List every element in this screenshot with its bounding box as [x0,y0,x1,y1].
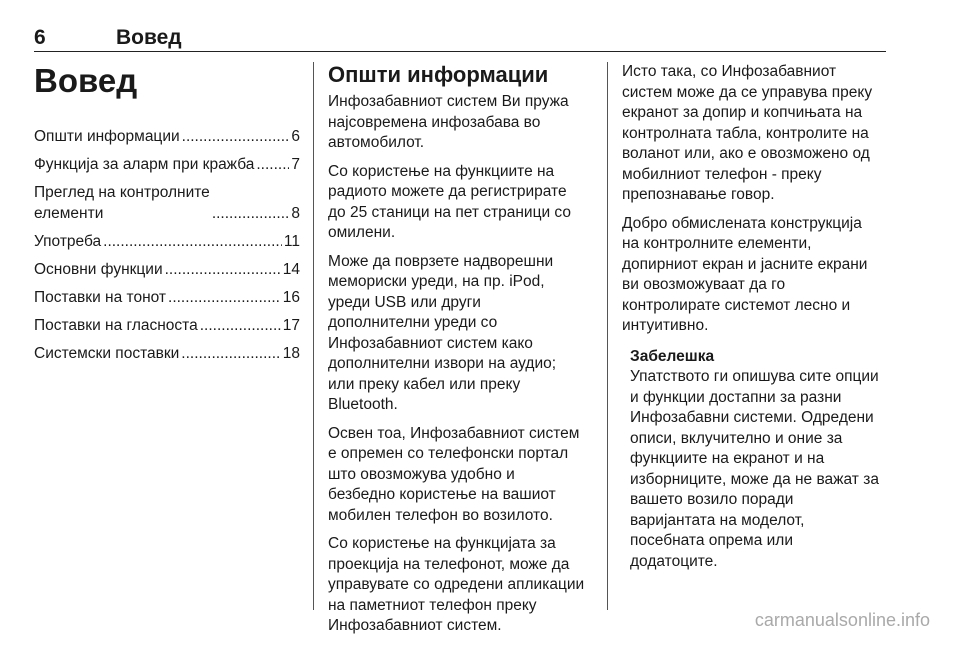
toc-item[interactable] [34,182,300,224]
toc-leader [103,231,282,252]
toc-leader [181,343,280,364]
table-of-contents [34,126,300,364]
chapter-title: Вовед [34,62,138,99]
note-box [630,347,890,573]
toc-leader [168,287,281,308]
note-title: Забелешка [630,347,715,365]
toc-label: Поставки на тонот [34,289,167,306]
toc-leader [256,154,289,175]
toc-label: Функција за аларм при кражба [34,156,255,173]
toc-page: 18 [282,345,300,362]
body-paragraph: Со користење на функциите на радиото можете да регистрирате до 25 станици на пет страници со омилени. [328,162,571,241]
toc-page: 7 [291,156,300,173]
toc-item[interactable] [34,343,300,364]
body-paragraph: Исто така, со Инфозабавниот систем може да се управува преку екранот за допир и копчињата на контролната табла, контролите на воланот или, ако е овозможено од мобилниот телефон - преку препознавање говор. [622,63,873,203]
body-paragraph: Добро обмислената конструкција на контролните елементи, допирниот екран и јасните екрани ви овозможуваат да го контролирате системот лесно и интуитивно. [622,214,868,334]
body-paragraph: Освен тоа, Инфозабавниот систем е опремен со телефонски портал што овозможува удобно и безбедно користење на вашиот мобилен телефон во возилото. [328,424,580,524]
toc-page: 8 [291,205,300,222]
toc-page: 6 [291,128,300,145]
continued-column [622,62,890,572]
toc-leader [182,126,290,147]
toc-page: 14 [282,261,300,278]
watermark: carmanualsonline.info [754,610,930,630]
toc-label: Системски поставки [34,345,180,362]
toc-column [34,62,300,371]
page-header [34,26,886,50]
body-paragraph: Инфозабавниот систем Ви пружа најсовремена инфозабава во автомобилот. [328,93,569,151]
column-divider [607,62,608,610]
body-paragraph: Со користење на функцијата за проекција на телефонот, може да управувате со одредени апликации на паметниот телефон преку Инфозабавниот систем. [328,535,585,634]
toc-label: Поставки на гласноста [34,317,198,334]
toc-leader [165,259,281,280]
running-title: Вовед [116,26,182,49]
toc-page: 11 [283,233,300,250]
toc-page: 17 [282,317,300,334]
toc-item[interactable] [34,231,300,252]
header-rule [34,51,886,52]
toc-item[interactable] [34,126,300,147]
page-number: 6 [34,26,46,49]
toc-label: Општи информации [34,128,180,145]
toc-item[interactable] [34,315,300,336]
toc-label: Основни функции [34,261,163,278]
toc-leader [212,203,290,224]
body-paragraph: Може да поврзете надворешни мемориски уреди, на пр. iPod, уреди USB или други дополнителни уреди со Инфозабавниот систем како дополнителни извори на аудио; или преку кабел или преку Bluetooth. [328,252,557,413]
toc-label: Преглед на контролните елементи [34,184,210,222]
column-divider [313,62,314,610]
note-text: Упатството ги опишува сите опции и функции достапни за разни Инфозабавни системи. Одредени описи, вклучително и оние за функциите на екранот и на изборниците, може да не важат за вашето возило поради варијантата на моделот, посебната опрема или додатоците. [630,368,879,570]
section-title: Општи информации [328,62,549,87]
toc-page: 16 [282,289,300,306]
toc-item[interactable] [34,287,300,308]
toc-item[interactable] [34,154,300,175]
toc-label: Употреба [34,233,102,250]
toc-leader [200,315,281,336]
general-info-column [328,62,594,645]
toc-item[interactable] [34,259,300,280]
